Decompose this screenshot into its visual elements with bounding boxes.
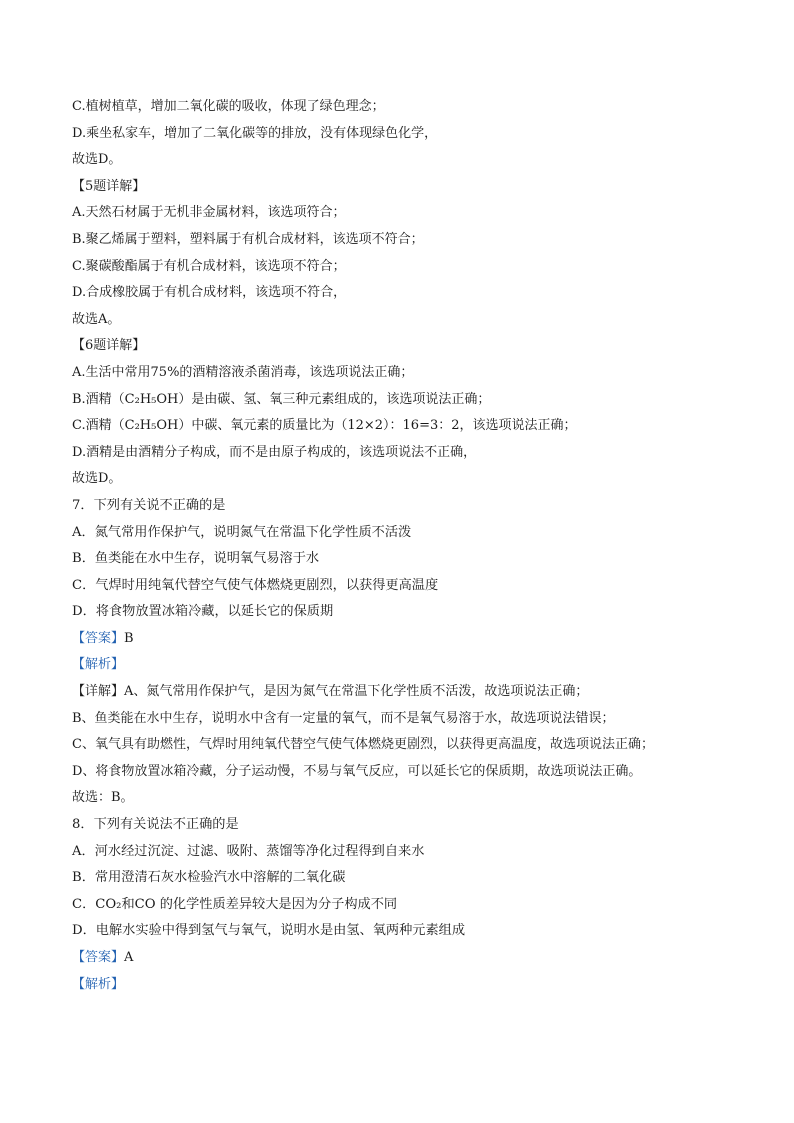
document-page <box>72 98 752 1002</box>
text-line: 故选D。 <box>72 471 122 487</box>
answer-label: 【答案】 <box>72 950 125 965</box>
section-heading: 【5题详解】 <box>72 178 146 194</box>
section-heading: 【6题详解】 <box>72 338 146 354</box>
analysis-label: 【解析】 <box>72 976 125 992</box>
analysis-label: 【解析】 <box>72 657 125 673</box>
text-line: B.聚乙烯属于塑料，塑料属于有机合成材料，该选项不符合； <box>72 231 424 247</box>
text-line: A.生活中常用75%的酒精溶液杀菌消毒，该选项说法正确； <box>72 364 414 380</box>
answer-label: 【答案】 <box>72 630 125 646</box>
text-line: 故选A。 <box>72 311 121 327</box>
text-line: 故选D。 <box>72 152 122 168</box>
question-stem: 7．下列有关说不正确的是 <box>72 497 226 513</box>
text-line: D.乘坐私家车，增加了二氧化碳等的排放，没有体现绿色化学， <box>72 125 438 141</box>
text-line: C.植树植草，增加二氧化碳的吸收，体现了绿色理念； <box>72 99 385 114</box>
text-line: D.合成橡胶属于有机合成材料，该选项不符合， <box>72 285 347 301</box>
answer-line <box>72 630 752 657</box>
question-option: D．电解水实验中得到氢气与氧气，说明水是由氢、氧两种元素组成 <box>72 923 466 939</box>
text-line: 【详解】A、氮气常用作保护气，是因为氮气在常温下化学性质不活泼，故选项说法正确； <box>72 684 589 700</box>
question-option: A．河水经过沉淀、过滤、吸附、蒸馏等净化过程得到自来水 <box>72 843 425 859</box>
answer-value: B <box>124 630 134 646</box>
text-line: C.酒精（C₂H₅OH）中碳、氧元素的质量比为（12×2）：16=3：2，该选项说法正确； <box>72 418 577 434</box>
text-line: A.天然石材属于无机非金属材料，该选项符合； <box>72 205 346 221</box>
text-line: C.聚碳酸酯属于有机合成材料，该选项不符合； <box>72 258 346 274</box>
answer-line <box>72 949 752 976</box>
question-option: D．将食物放置冰箱冷藏，以延长它的保质期 <box>72 604 334 620</box>
analysis-line <box>72 656 752 683</box>
answer-value: A <box>124 950 134 965</box>
question-option: C．气焊时用纯氧代替空气使气体燃烧更剧烈，以获得更高温度 <box>72 577 439 593</box>
text-line: C、氧气具有助燃性，气焊时用纯氧代替空气使气体燃烧更剧烈，以获得更高温度，故选项说法正确； <box>72 737 654 753</box>
question-option: B．常用澄清石灰水检验汽水中溶解的二氧化碳 <box>72 870 346 886</box>
question-option: C．CO₂和CO 的化学性质差异较大是因为分子构成不同 <box>72 896 398 912</box>
analysis-line <box>72 976 752 1003</box>
text-line: D、将食物放置冰箱冷藏，分子运动慢，不易与氧气反应，可以延长它的保质期，故选项说法正确。 <box>72 763 642 779</box>
text-line: D.酒精是由酒精分子构成，而不是由原子构成的，该选项说法不正确， <box>72 444 477 460</box>
text-line: B.酒精（C₂H₅OH）是由碳、氢、氧三种元素组成的，该选项说法正确； <box>72 391 491 407</box>
question-option: B．鱼类能在水中生存，说明氧气易溶于水 <box>72 551 320 567</box>
question-option: A．氮气常用作保护气，说明氮气在常温下化学性质不活泼 <box>72 524 412 540</box>
text-line: 故选：B。 <box>72 790 134 806</box>
text-line: B、鱼类能在水中生存，说明水中含有一定量的氧气，而不是氧气易溶于水，故选项说法错误； <box>72 710 615 726</box>
question-stem: 8．下列有关说法不正确的是 <box>72 817 239 833</box>
